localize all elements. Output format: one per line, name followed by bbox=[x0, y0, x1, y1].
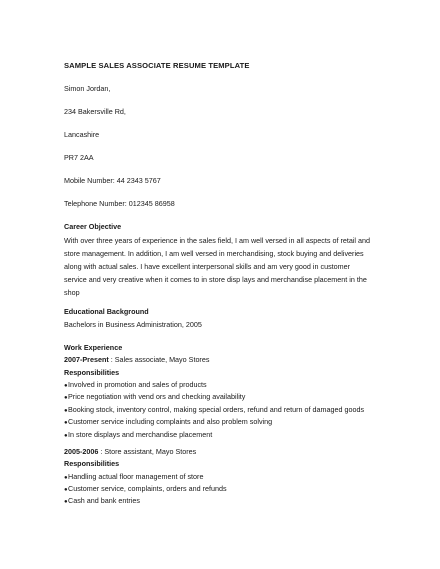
contact-telephone: Telephone Number: 012345 86958 bbox=[64, 199, 175, 208]
career-objective-paragraph bbox=[64, 234, 376, 299]
career-objective-line: With over three years of experience in the sales field, I am well versed in all aspects of retail and bbox=[64, 236, 371, 245]
contact-mobile: Mobile Number: 44 2343 5767 bbox=[64, 176, 161, 185]
bullet-icon: ● bbox=[64, 487, 68, 493]
bullet-icon: ● bbox=[64, 408, 68, 414]
job-role: : Sales associate, Mayo Stores bbox=[108, 355, 210, 364]
job-period: 2005-2006 bbox=[64, 447, 99, 456]
career-objective-line: shop bbox=[64, 288, 80, 297]
bullet-icon: ● bbox=[64, 383, 68, 389]
responsibility-item: ●Booking stock, inventory control, making special orders, refund and return of damaged goods bbox=[64, 405, 365, 414]
responsibility-item: ●Cash and bank entries bbox=[64, 496, 140, 505]
job-period: 2007-Present bbox=[64, 355, 109, 364]
responsibility-item: ●Price negotiation with vend ors and checking availability bbox=[64, 392, 246, 401]
job-2-header bbox=[64, 447, 196, 456]
bullet-icon: ● bbox=[64, 420, 68, 426]
work-experience-heading: Work Experience bbox=[64, 343, 123, 352]
bullet-icon: ● bbox=[64, 433, 68, 439]
career-objective-line: service and very creative when it comes to in store disp lays and merchandise placement in the bbox=[64, 275, 367, 284]
contact-city: Lancashire bbox=[64, 130, 100, 139]
contact-name: Simon Jordan, bbox=[64, 84, 111, 93]
document-title: SAMPLE SALES ASSOCIATE RESUME TEMPLATE bbox=[64, 61, 250, 70]
career-objective-line: along with actual sales. I have excellent interpersonal skills and am very good in customer bbox=[64, 262, 351, 271]
career-objective-line: store management. In addition, I am well versed in merchandising, stock buying and deliveries bbox=[64, 249, 364, 258]
responsibility-item: ●Handling actual floor management of store bbox=[64, 472, 204, 481]
responsibility-item: ●Customer service including complaints and also problem solving bbox=[64, 417, 273, 426]
responsibility-item: ●Involved in promotion and sales of products bbox=[64, 380, 207, 389]
bullet-icon: ● bbox=[64, 475, 68, 481]
contact-postcode: PR7 2AA bbox=[64, 153, 94, 162]
responsibilities-heading: Responsibilities bbox=[64, 368, 120, 377]
job-role: : Store assistant, Mayo Stores bbox=[98, 447, 197, 456]
education-heading: Educational Background bbox=[64, 307, 149, 316]
responsibilities-heading: Responsibilities bbox=[64, 459, 120, 468]
education-entry: Bachelors in Business Administration, 2005 bbox=[64, 320, 202, 329]
contact-address: 234 Bakersville Rd, bbox=[64, 107, 126, 116]
responsibility-item: ●In store displays and merchandise placement bbox=[64, 430, 213, 439]
responsibility-item: ●Customer service, complaints, orders and refunds bbox=[64, 484, 227, 493]
bullet-icon: ● bbox=[64, 395, 68, 401]
job-1-header bbox=[64, 355, 209, 364]
bullet-icon: ● bbox=[64, 499, 68, 505]
career-objective-heading: Career Objective bbox=[64, 222, 122, 231]
